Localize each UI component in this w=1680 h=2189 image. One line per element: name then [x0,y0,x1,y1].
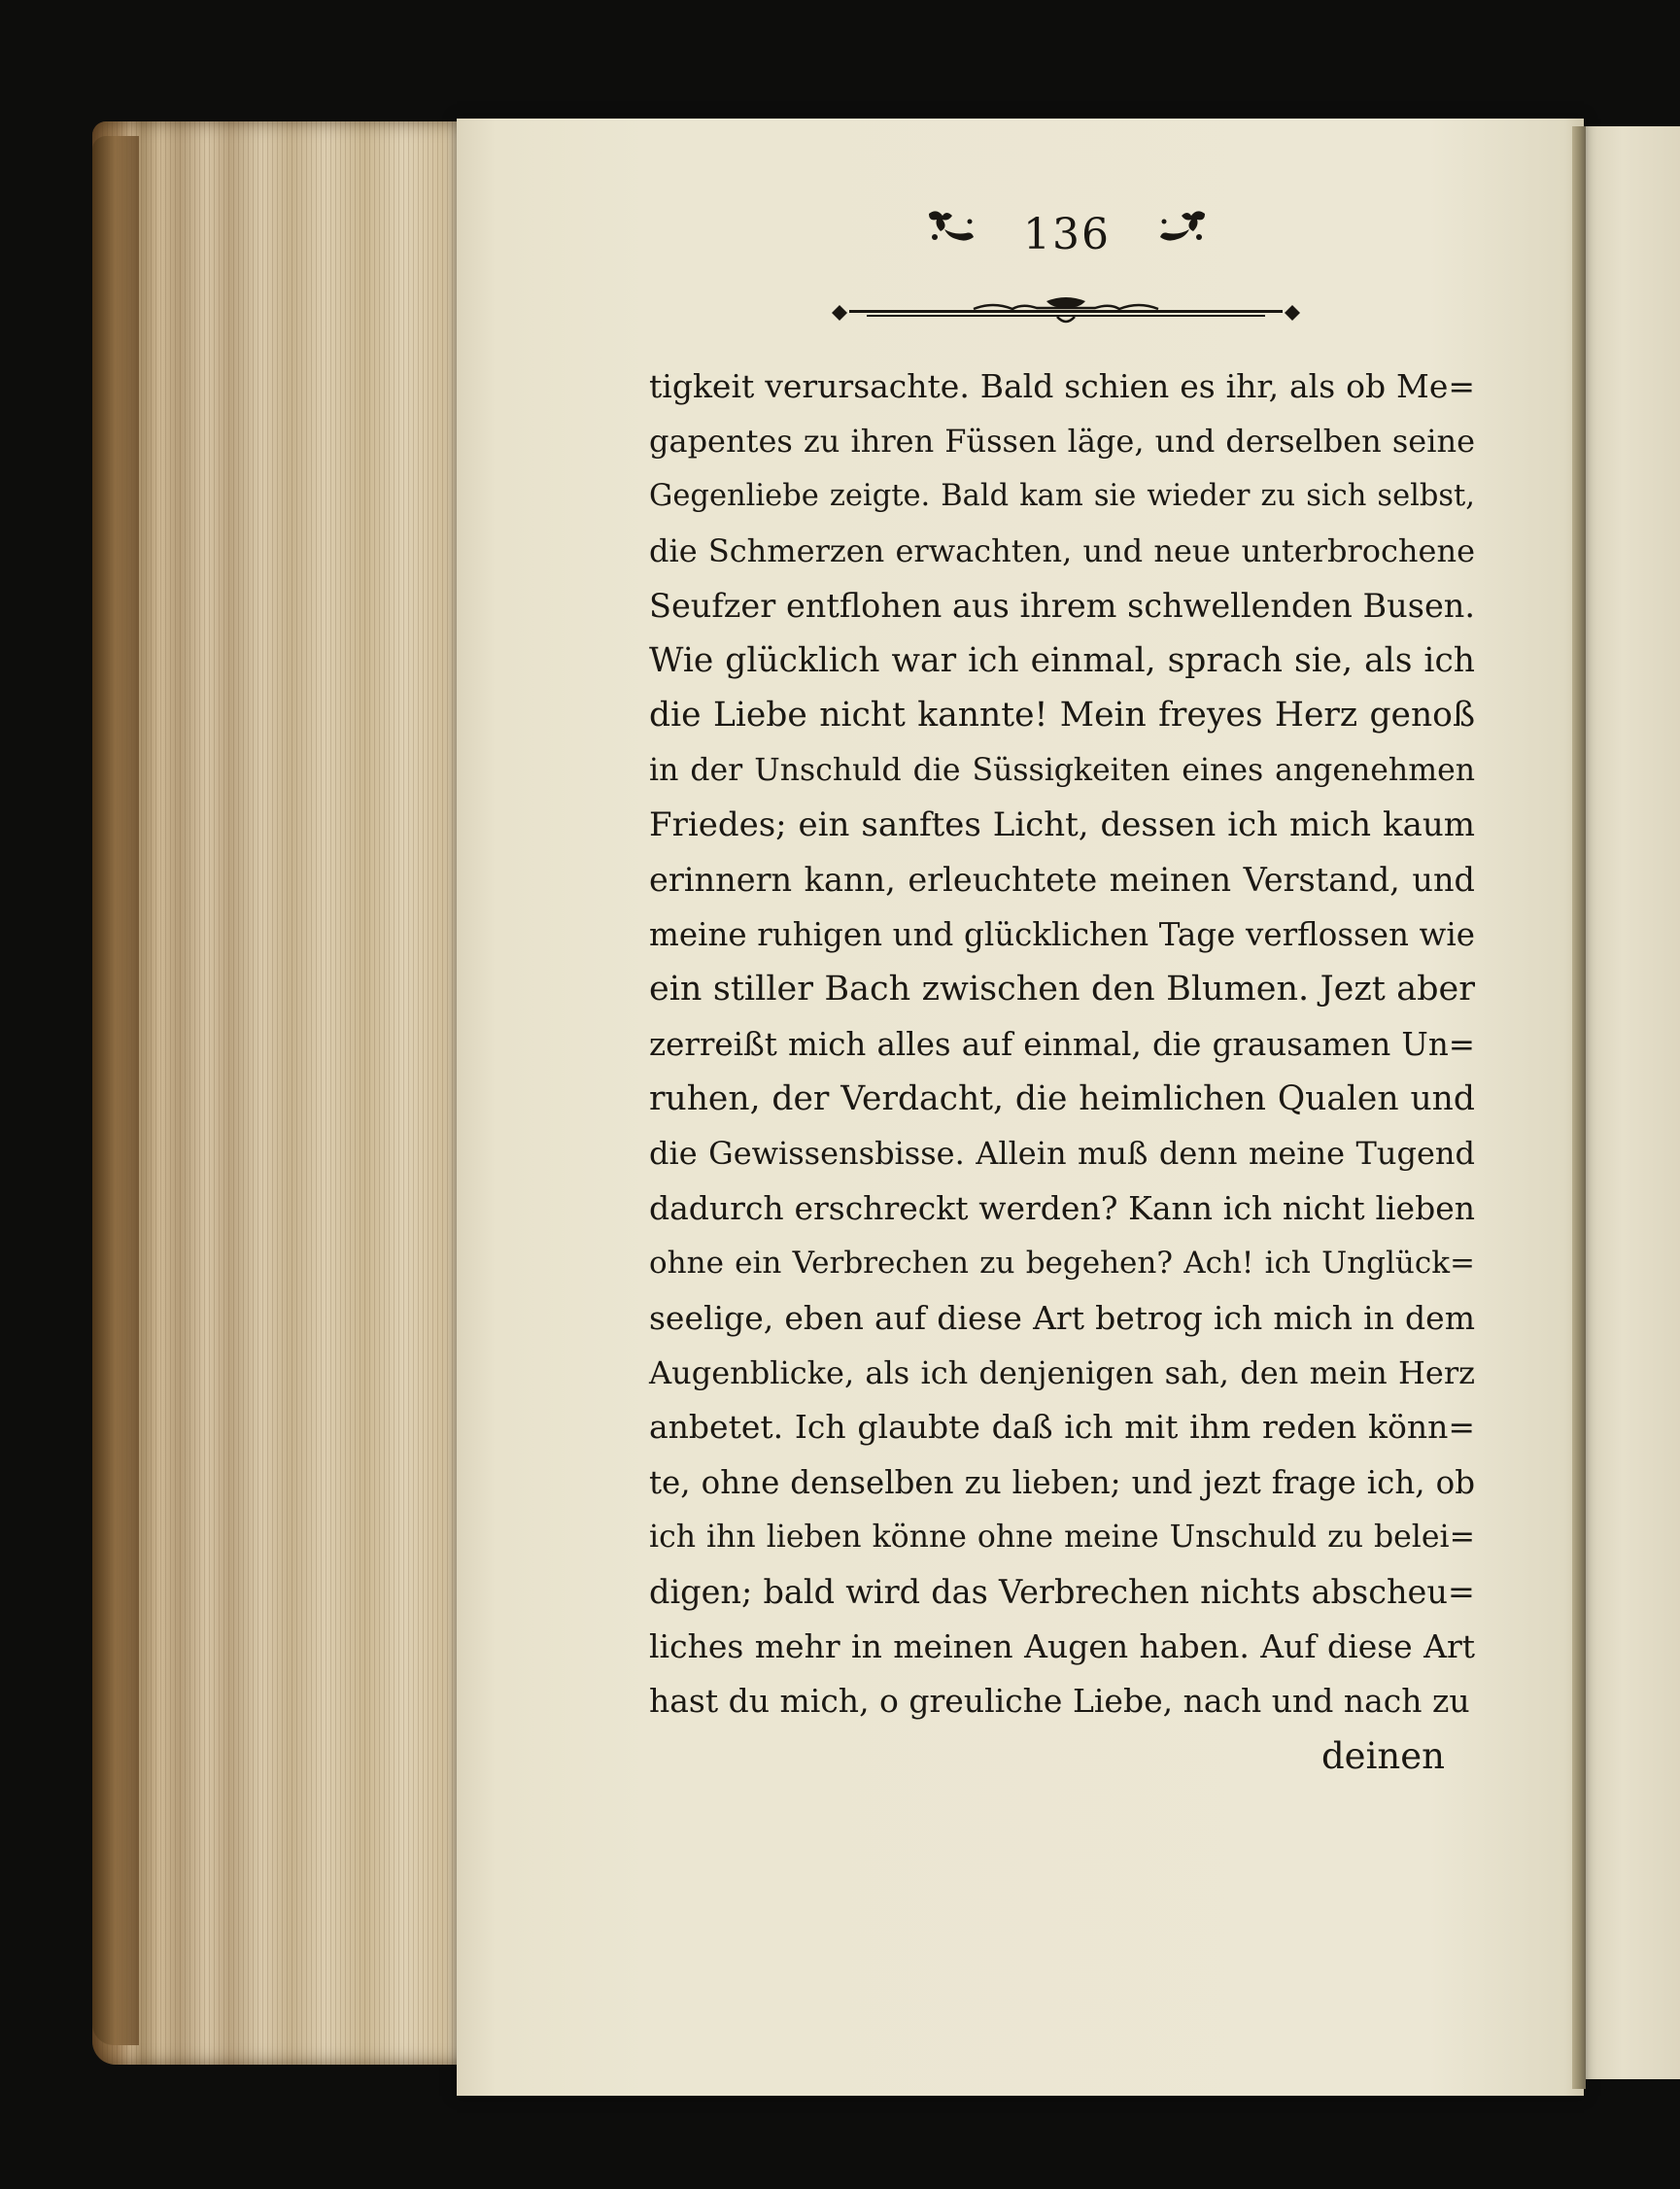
page-body-text [649,359,1475,1729]
facing-page [1584,126,1680,2079]
page-header [923,202,1215,260]
text-line: liches mehr in meinen Augen haben. Auf diese Art [649,1626,1475,1665]
catchword: deinen [1321,1735,1445,1777]
left-flourish-icon [923,206,981,249]
text-line: digen; bald wird das Verbrechen nichts abscheu= [649,1572,1475,1611]
text-line: anbetet. Ich glaubte daß ich mit ihm reden könn= [649,1408,1475,1447]
text-line: hast du mich, o greuliche Liebe, nach und nach zu [649,1682,1470,1721]
text-line: Augenblicke, als ich denjenigen sah, den mein Herz [649,1354,1475,1392]
text-line: ich ihn lieben könne ohne meine Unschuld zu belei= [649,1520,1475,1556]
text-line: Seufzer entflohen aus ihrem schwellenden Busen. [649,586,1475,625]
right-flourish-icon [1152,206,1211,249]
text-line: meine ruhigen und glücklichen Tage verflossen wie [649,915,1475,953]
text-line: dadurch erschreckt werden? Kann ich nicht lieben [649,1188,1475,1227]
text-line: ein stiller Bach zwischen den Blumen. Jezt aber [649,970,1475,1009]
text-line: Wie glücklich war ich einmal, sprach sie, als ich [649,640,1475,680]
page-number: 136 [1023,210,1111,259]
page-gutter [1572,126,1586,2089]
text-line: tigkeit verursachte. Bald schien es ihr, als ob Me= [649,367,1475,405]
text-line: zerreißt mich alles auf einmal, die grausamen Un= [649,1025,1475,1063]
text-line: seelige, eben auf diese Art betrog ich mich in dem [649,1298,1475,1337]
text-line: gapentes zu ihren Füssen läge, und derselben seine [649,423,1475,461]
text-line: die Liebe nicht kannte! Mein freyes Herz genoß [649,696,1475,735]
ornamental-rule [828,295,1304,330]
text-line: Friedes; ein sanftes Licht, dessen ich mich kaum [649,805,1475,845]
page-block-edge [92,121,481,2065]
book-cover-edge [92,136,139,2045]
text-line: Gegenliebe zeigte. Bald kam sie wieder zu sich selbst, [649,478,1475,513]
text-line: die Gewissensbisse. Allein muß denn meine Tugend [649,1135,1475,1173]
text-line: erinnern kann, erleuchtete meinen Verstand, und [649,860,1475,899]
text-line: ruhen, der Verdacht, die heimlichen Qualen und [649,1079,1475,1119]
text-line: in der Unschuld die Süssigkeiten eines angenehmen [649,752,1475,788]
text-line: die Schmerzen erwachten, und neue unterbrochene [649,532,1475,570]
text-line: ohne ein Verbrechen zu begehen? Ach! ich Unglück= [649,1246,1475,1282]
text-line: te, ohne denselben zu lieben; und jezt frage ich, ob [649,1463,1475,1501]
